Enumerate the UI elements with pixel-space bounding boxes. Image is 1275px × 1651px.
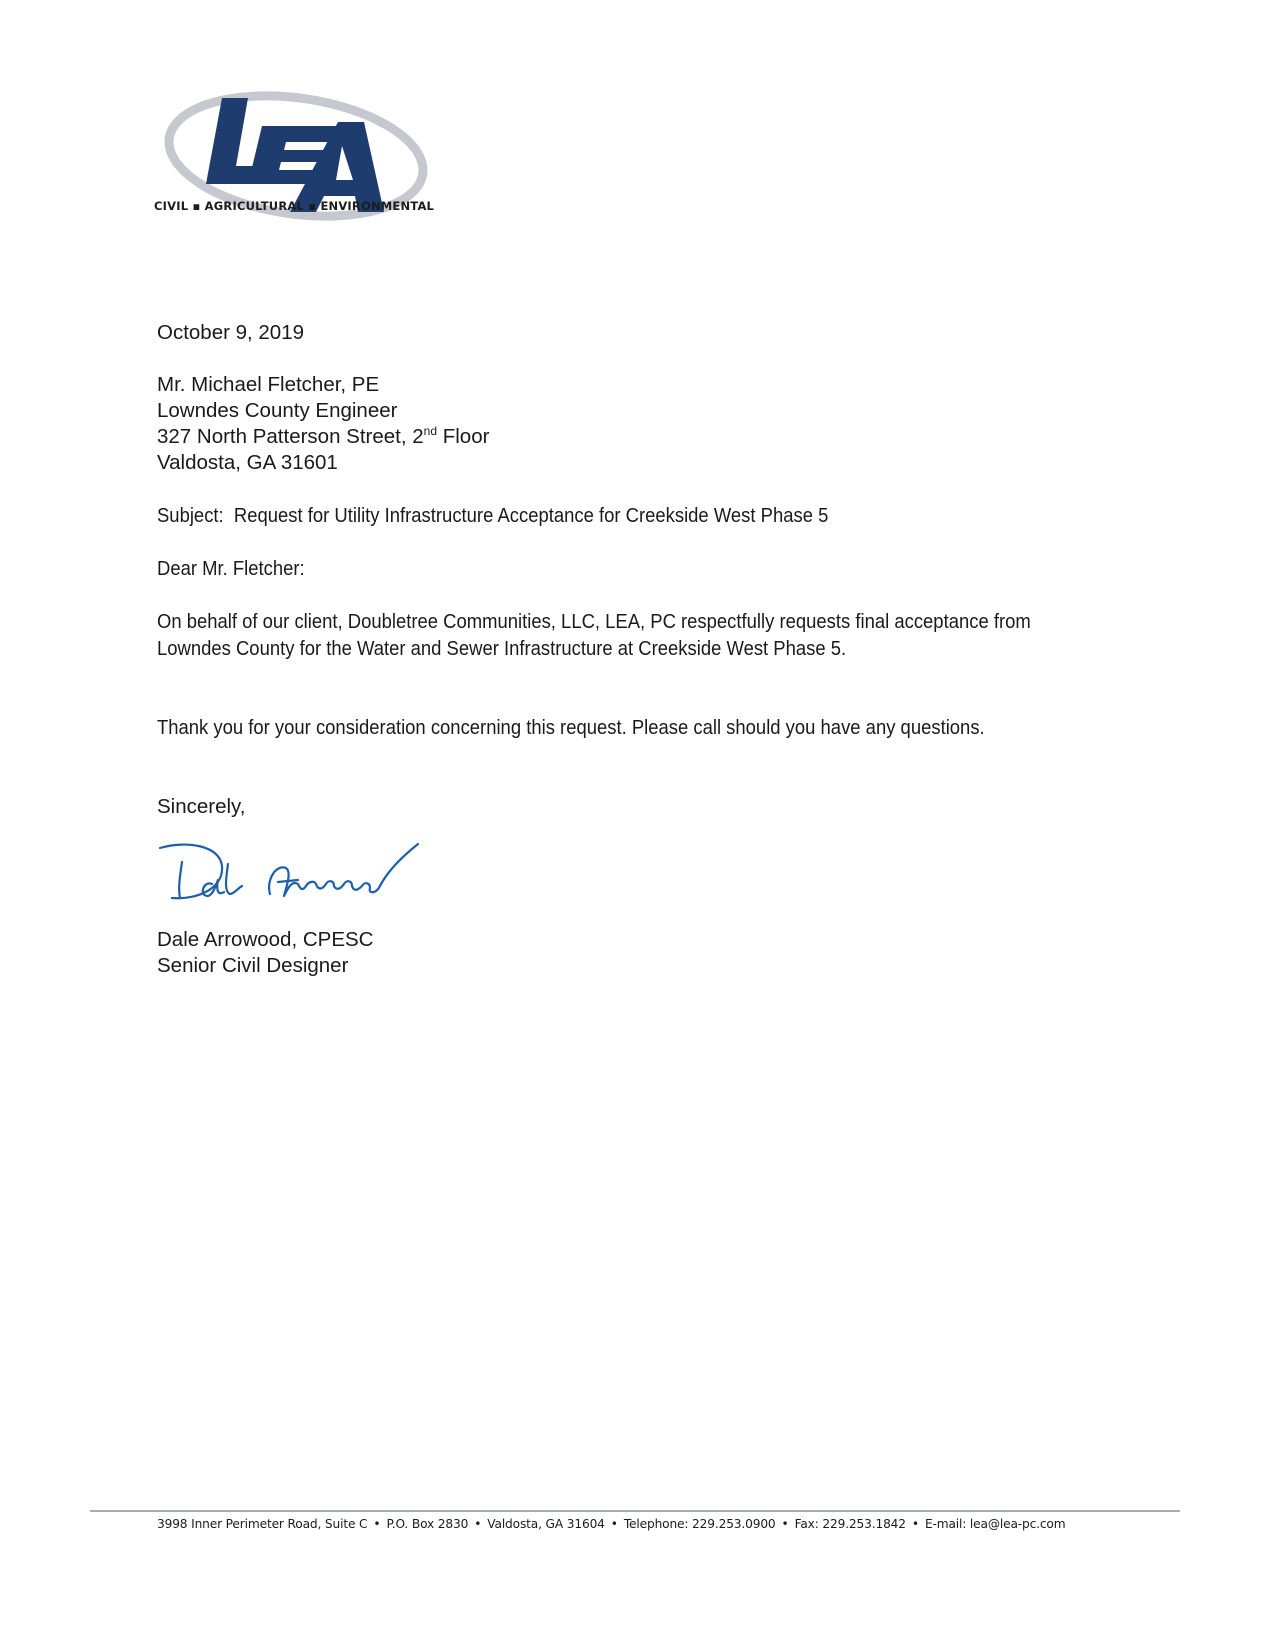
footer-email[interactable]: E-mail: lea@lea-pc.com — [924, 1517, 1066, 1531]
logo-tagline — [154, 199, 434, 213]
footer-city: Valdosta, GA 31604 — [487, 1517, 605, 1531]
footer-divider — [90, 1510, 1180, 1512]
address-floor: Floor — [437, 425, 490, 448]
tagline-civil: CIVIL — [154, 199, 189, 213]
recipient-city: Valdosta, GA 31601 — [157, 451, 338, 474]
footer-separator: • — [474, 1517, 482, 1531]
footer-po-box: P.O. Box 2830 — [386, 1517, 469, 1531]
company-logo — [150, 84, 460, 234]
letter-subject: Subject: Request for Utility Infrastructure Acceptance for Creekside West Phase 5 — [157, 504, 829, 527]
footer-separator: • — [373, 1517, 381, 1531]
footer-contact-info — [157, 1517, 1065, 1531]
footer-address: 3998 Inner Perimeter Road, Suite C — [157, 1517, 368, 1531]
address-street: 327 North Patterson Street, 2 — [157, 425, 424, 448]
tagline-separator: ▪ — [308, 199, 317, 213]
footer-telephone: Telephone: 229.253.0900 — [623, 1517, 776, 1531]
footer-separator: • — [911, 1517, 919, 1531]
tagline-separator: ▪ — [192, 199, 201, 213]
recipient-name: Mr. Michael Fletcher, PE — [157, 373, 380, 396]
recipient-address — [157, 424, 489, 451]
footer-separator: • — [781, 1517, 789, 1531]
signature-icon — [158, 840, 458, 915]
signer-title: Senior Civil Designer — [157, 954, 349, 977]
tagline-agricultural: AGRICULTURAL — [204, 199, 305, 213]
address-ordinal: nd — [423, 424, 438, 438]
body-paragraph-2: Thank you for your consideration concerning this request. Please call should you have any questions. — [157, 716, 985, 739]
body-paragraph-1: On behalf of our client, Doubletree Communities, LLC, LEA, PC respectfully requests final acceptance from Lowndes County for the Water and Sewer Infrastructure at Creekside West Phase 5. — [157, 610, 1031, 660]
signer-name: Dale Arrowood, CPESC — [157, 928, 374, 951]
letter-salutation: Dear Mr. Fletcher: — [157, 557, 305, 580]
letter-date: October 9, 2019 — [157, 321, 305, 344]
footer-fax: Fax: 229.253.1842 — [794, 1517, 906, 1531]
handwritten-signature — [158, 840, 458, 915]
footer-separator: • — [610, 1517, 618, 1531]
letter-closing: Sincerely, — [157, 795, 246, 818]
tagline-environmental: ENVIRONMENTAL — [320, 199, 435, 213]
recipient-title: Lowndes County Engineer — [157, 399, 398, 422]
